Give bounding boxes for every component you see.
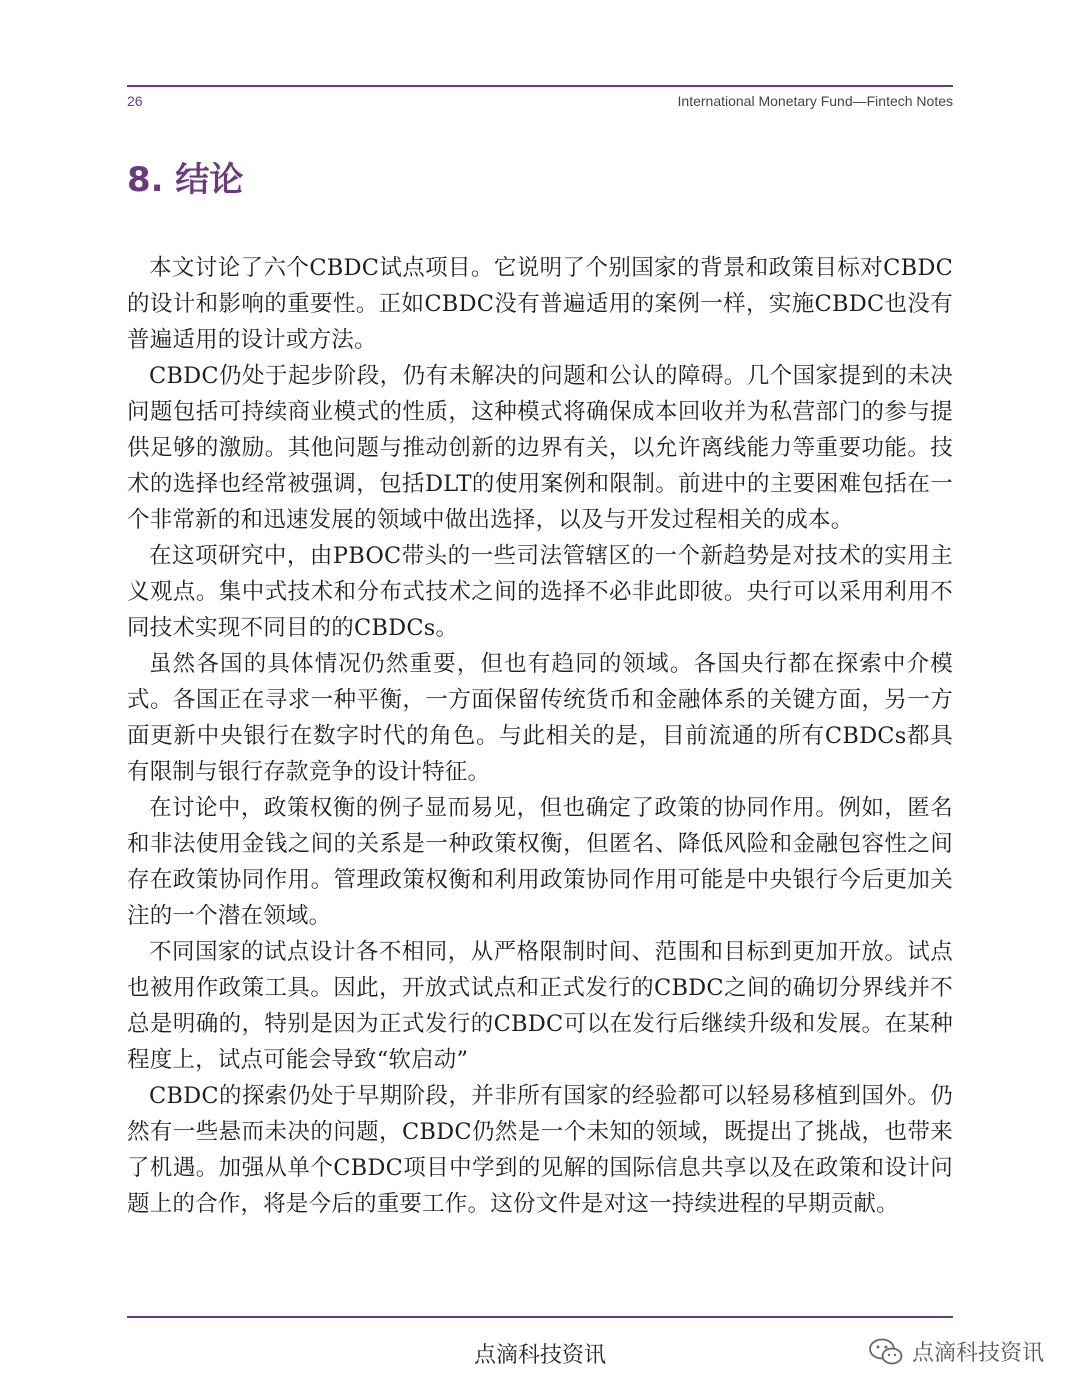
paragraph: 不同国家的试点设计各不相同，从严格限制时间、范围和目标到更加开放。试点也被用作政策工具。因此，开放式试点和正式发行的CBDC之间的确切分界线并不总是明确的，特别是因为正式发行的CBDC可以在发行后继续升级和发展。在某种程度上，试点可能会导致“软启动”	[127, 939, 953, 1073]
running-title: International Monetary Fund—Fintech Notes	[677, 93, 953, 109]
wechat-icon	[868, 1338, 904, 1366]
paragraph: 在这项研究中，由PBOC带头的一些司法管辖区的一个新趋势是对技术的实用主义观点。集中式技术和分布式技术之间的选择不必非此即彼。央行可以采用利用不同技术实现不同目的的CBDCs。	[127, 543, 953, 641]
wechat-watermark	[868, 1336, 1044, 1367]
section-heading: 8. 结论	[127, 160, 244, 200]
footer-source: 点滴科技资讯	[473, 1343, 606, 1368]
page-number: 26	[127, 93, 143, 109]
header-rule	[127, 85, 953, 87]
body-text	[127, 250, 953, 1222]
paragraph: 本文讨论了六个CBDC试点项目。它说明了个别国家的背景和政策目标对CBDC的设计和影响的重要性。正如CBDC没有普遍适用的案例一样，实施CBDC也没有普遍适用的设计或方法。	[127, 255, 953, 353]
paragraph: CBDC的探索仍处于早期阶段，并非所有国家的经验都可以轻易移植到国外。仍然有一些悬而未决的问题，CBDC仍然是一个未知的领域，既提出了挑战，也带来了机遇。加强从单个CBDC项目中学到的见解的国际信息共享以及在政策和设计问题上的合作，将是今后的重要工作。这份文件是对这一持续进程的早期贡献。	[127, 1083, 953, 1217]
wechat-account-name: 点滴科技资讯	[911, 1341, 1044, 1366]
paragraph: 虽然各国的具体情况仍然重要，但也有趋同的领域。各国央行都在探索中介模式。各国正在寻求一种平衡，一方面保留传统货币和金融体系的关键方面，另一方面更新中央银行在数字时代的角色。与此相关的是，目前流通的所有CBDCs都具有限制与银行存款竞争的设计特征。	[127, 651, 953, 785]
footer-rule	[127, 1316, 953, 1318]
paragraph: CBDC仍处于起步阶段，仍有未解决的问题和公认的障碍。几个国家提到的未决问题包括可持续商业模式的性质，这种模式将确保成本回收并为私营部门的参与提供足够的激励。其他问题与推动创新的边界有关，以允许离线能力等重要功能。技术的选择也经常被强调，包括DLT的使用案例和限制。前进中的主要困难包括在一个非常新的和迅速发展的领域中做出选择，以及与开发过程相关的成本。	[127, 363, 953, 533]
paragraph: 在讨论中，政策权衡的例子显而易见，但也确定了政策的协同作用。例如，匿名和非法使用金钱之间的关系是一种政策权衡，但匿名、降低风险和金融包容性之间存在政策协同作用。管理政策权衡和利用政策协同作用可能是中央银行今后更加关注的一个潜在领域。	[127, 795, 953, 929]
